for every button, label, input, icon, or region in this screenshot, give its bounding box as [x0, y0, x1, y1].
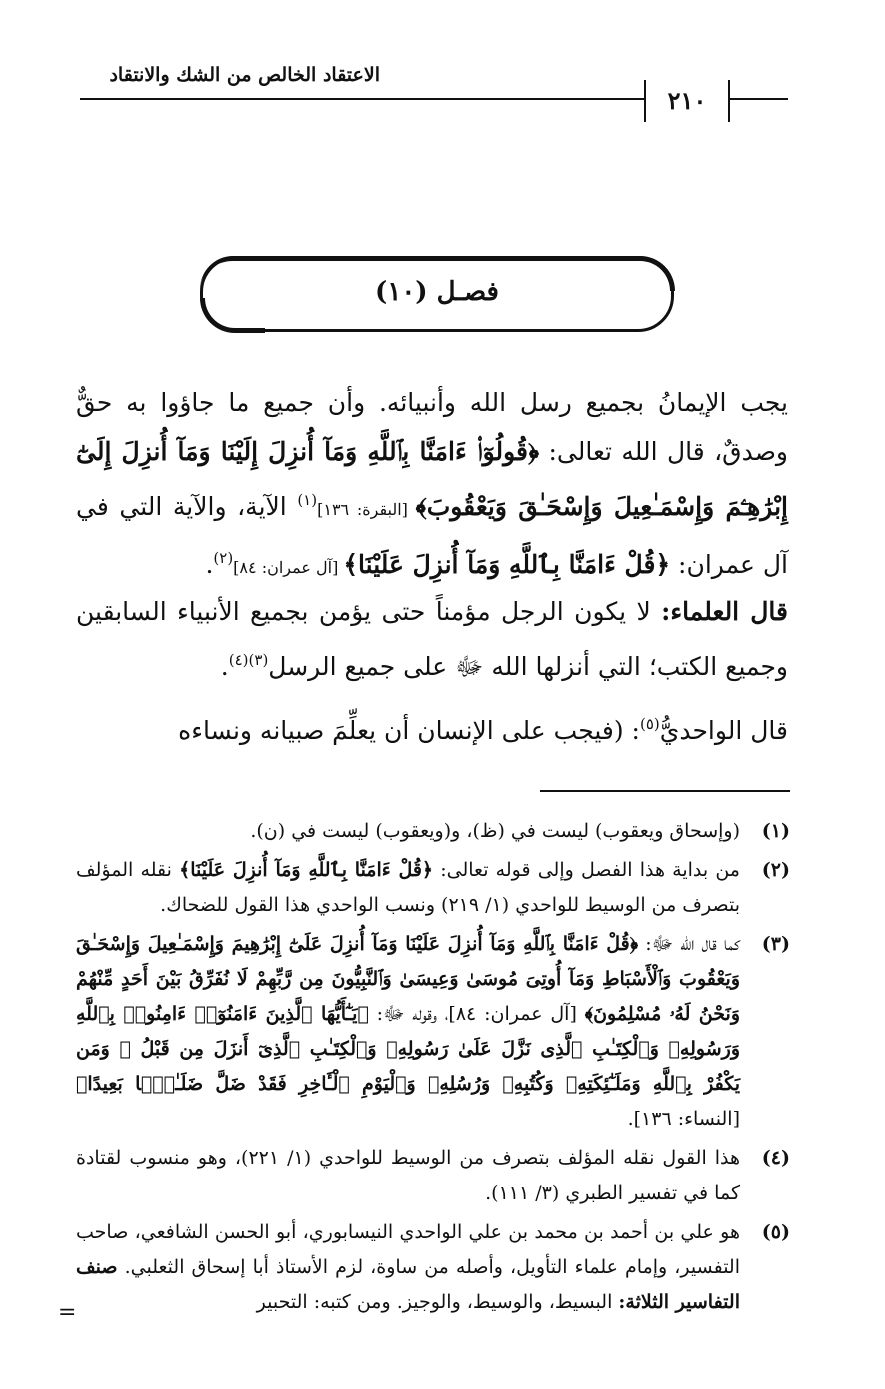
- main-text: [76, 378, 788, 592]
- footnote-number: (١): [761, 820, 790, 842]
- footnote-text: نقله المؤلف بتصرف من الوسيط للواحدي (١/ ٢١٩) ونسب الواحدي هذا القول للضحاك.: [76, 859, 740, 916]
- paragraph-1-text: يجب الإيمانُ بجميع رسل الله وأنبيائه. وأن جميع ما جاؤوا به حقٌّ وصدقٌ، قال الله تعالى:: [76, 388, 788, 466]
- footnote-separator: [540, 790, 790, 792]
- chapter-frame-shadow-top: [200, 256, 675, 291]
- punctuation: .: [205, 550, 214, 579]
- footnote: [76, 927, 790, 1137]
- footnote-text: (وإسحاق ويعقوب) ليست في (ظ)، و(ويعقوب) ليست في (ن).: [250, 820, 740, 842]
- running-header-title: الاعتقاد الخالص من الشك والانتقاد: [109, 64, 380, 86]
- footnote-number: (٤): [761, 1147, 790, 1169]
- footnote-ref: (١): [297, 491, 318, 509]
- footnote: [76, 853, 790, 923]
- footnote-ref: (٣)(٤): [228, 651, 269, 669]
- paragraph-3: [76, 700, 788, 755]
- footnote-text: البسيط، والوسيط، والوجيز. ومن كتبه: التحبير: [256, 1291, 619, 1313]
- header-rule-left: [80, 98, 644, 100]
- footnote-bold-text: صنف التفاسير الثلاثة:: [76, 1256, 740, 1313]
- footnote: [76, 1215, 790, 1320]
- quran-verse: ﴿قُلْ ءَامَنَّا بِٱللَّهِ وَمَآ أُنزِلَ عَلَيْنَا وَمَآ أُنزِلَ عَلَىٰٓ إِبْرَٰهِيمَ وَإِسْمَـٰعِيلَ وَإِسْحَـٰقَ وَيَعْقُوبَ وَٱلْأَسْبَاطِ وَمَآ أُوتِىَ مُوسَىٰ وَعِيسَىٰ وَٱلنَّبِيُّونَ مِن رَّبِّهِمْ لَا نُفَرِّقُ بَيْنَ أَحَدٍ مِّنْهُمْ وَنَحْنُ لَهُۥ مُسْلِمُونَ﴾: [76, 933, 740, 1025]
- chapter-frame-shadow-bottom: [200, 298, 265, 333]
- footnote-number: (٢): [761, 859, 790, 881]
- paragraph-3-rest: : (فيجب على الإنسان أن يعلِّمَ صبيانه ونساءه: [178, 716, 640, 745]
- verse-citation: [البقرة: ١٣٦]: [317, 500, 416, 519]
- footnote: [76, 814, 790, 849]
- header-divider-right: [728, 80, 730, 122]
- paragraph-3-text: قال الواحديُّ: [659, 716, 788, 745]
- footnote-ref: (٥): [639, 715, 660, 733]
- quran-verse: ﴿قُلْ ءَامَنَّا بِٱللَّهِ وَمَآ أُنزِلَ عَلَيْنَا﴾: [343, 550, 671, 579]
- punctuation: .: [220, 652, 229, 681]
- main-text-3: [76, 700, 788, 755]
- quran-verse: ﴿قُولُوٓا۟ ءَامَنَّا بِٱللَّهِ وَمَآ أُنزِلَ إِلَيْنَا وَمَآ أُنزِلَ إِلَىٰٓ إِبْرَٰهِـۧمَ وَإِسْمَـٰعِيلَ وَإِسْحَـٰقَ وَيَعْقُوبَ﴾: [76, 437, 788, 521]
- footnote-number: (٥): [761, 1221, 790, 1243]
- footnote-text: [النساء: ١٣٦].: [627, 1108, 740, 1130]
- paragraph-1-text-b: الآية، والآية التي في آل عمران:: [76, 492, 788, 579]
- chapter-title: فصـل (١٠): [375, 277, 499, 307]
- footnote-number: (٣): [761, 933, 790, 955]
- footnote-ref: (٢): [213, 549, 234, 567]
- footnotes: [76, 814, 790, 1324]
- footnote: [76, 1141, 790, 1211]
- page-number: ٢١٠: [667, 86, 707, 115]
- header-rule-right: [730, 98, 788, 100]
- paragraph-2-text: لا يكون الرجل مؤمناً حتى يؤمن بجميع الأنبياء السابقين وجميع الكتب؛ التي أنزلها الله ﷻ على جميع الرسل: [76, 597, 788, 681]
- main-text-2: [76, 587, 788, 691]
- quran-verse: ﴿قُلْ ءَامَنَّا بِٱللَّهِ وَمَآ أُنزِلَ عَلَيْنَا﴾: [179, 859, 434, 881]
- quran-verse: ﴿يَـٰٓأَيُّهَا ٱلَّذِينَ ءَامَنُوٓا۟ ءَامِنُوا۟ بِٱللَّهِ وَرَسُولِهِۦ وَٱلْكِتَـٰبِ ٱلَّذِى نَزَّلَ عَلَىٰ رَسُولِهِۦ وَٱلْكِتَـٰبِ ٱلَّذِىٓ أَنزَلَ مِن قَبْلُ ۚ وَمَن يَكْفُرْ بِٱللَّهِ وَمَلَـٰٓئِكَتِهِۦ وَكُتُبِهِۦ وَرُسُلِهِۦ وَٱلْيَوْمِ ٱلْـَٔاخِرِ فَقَدْ ضَلَّ ضَلَـٰلًۢا بَعِيدًا﴾: [76, 1003, 740, 1095]
- footnote-text: هذا القول نقله المؤلف بتصرف من الوسيط للواحدي (١/ ٢٢١)، وهو منسوب لقتادة كما في تفسير الطبري (٣/ ١١١).: [76, 1147, 741, 1204]
- footnote-text: كما قال الله ﷻ:: [638, 933, 740, 955]
- paragraph-2: [76, 587, 788, 691]
- continuation-mark: =: [58, 1300, 77, 1325]
- paragraph-2-lead: قال العلماء:: [661, 597, 788, 626]
- footnote-text: [آل عمران: ٨٤]، وقوله ﷻ:: [368, 1003, 585, 1025]
- footnote-text: هو علي بن أحمد بن محمد بن علي الواحدي النيسابوري، أبو الحسن الشافعي، صاحب التفسير، وإمام علماء التأويل، وأصله من ساوة، لزم الأستاذ أبا إسحاق الثعلبي.: [76, 1221, 740, 1278]
- footnote-text: من بداية هذا الفصل وإلى قوله تعالى:: [433, 859, 740, 881]
- verse-citation: [آل عمران: ٨٤]: [233, 558, 344, 577]
- paragraph-1: [76, 378, 788, 592]
- header-divider-left: [644, 80, 646, 122]
